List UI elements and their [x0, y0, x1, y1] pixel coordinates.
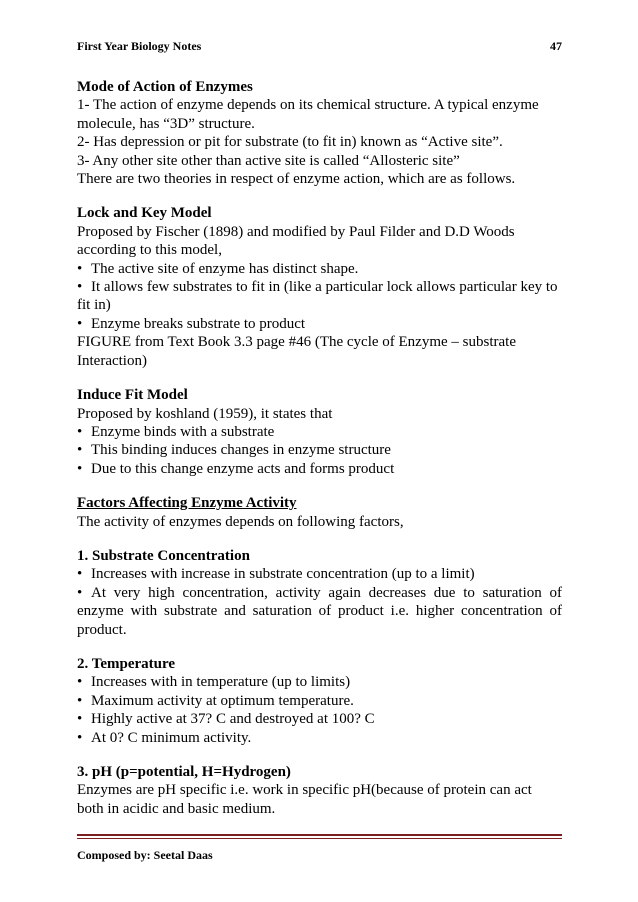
- section-heading: 3. pH (p=potential, H=Hydrogen): [77, 764, 291, 780]
- page-body: [77, 78, 562, 818]
- section-heading: Lock and Key Model: [77, 205, 212, 222]
- paragraph-line: 2- Has depression or pit for substrate (to fit in) known as “Active site”.: [77, 134, 503, 151]
- paragraph-line: The activity of enzymes depends on following factors,: [77, 513, 404, 530]
- paragraph-line: 3- Any other site other than active site is called “Allosteric site”: [77, 152, 460, 169]
- bullet-item: • At very high concentration, activity again decreases due to saturation of: [77, 584, 562, 602]
- figure-reference: Interaction): [77, 352, 147, 369]
- paragraph-line: both in acidic and basic medium.: [77, 800, 276, 817]
- footer-divider: [77, 838, 562, 839]
- page-footer: Composed by: Seetal Daas: [77, 848, 213, 862]
- bullet-continuation: product.: [77, 621, 127, 638]
- bullet-continuation: fit in): [77, 297, 111, 314]
- paragraph-line: 1- The action of enzyme depends on its chemical structure. A typical enzyme: [77, 97, 539, 114]
- paragraph-line: according to this model,: [77, 242, 222, 259]
- section-heading: Induce Fit Model: [77, 387, 188, 404]
- bullet-item: • Maximum activity at optimum temperature.: [77, 692, 562, 710]
- bullet-item: • The active site of enzyme has distinct shape.: [77, 260, 562, 278]
- paragraph-line: Proposed by Fischer (1898) and modified by Paul Filder and D.D Woods: [77, 223, 515, 240]
- figure-reference: FIGURE from Text Book 3.3 page #46 (The cycle of Enzyme – substrate: [77, 334, 516, 351]
- bullet-item: • Increases with increase in substrate concentration (up to a limit): [77, 565, 562, 583]
- page-number: 47: [550, 39, 562, 53]
- bullet-item: • Enzyme breaks substrate to product: [77, 315, 562, 333]
- section-heading: Mode of Action of Enzymes: [77, 79, 253, 95]
- bullet-continuation: enzyme with substrate and saturation of product i.e. higher concentration of: [77, 603, 562, 620]
- section-heading: 2. Temperature: [77, 655, 176, 672]
- bullet-item: • At 0? C minimum activity.: [77, 729, 562, 747]
- section-heading: 1. Substrate Concentration: [77, 547, 250, 564]
- header-title: First Year Biology Notes: [77, 39, 202, 53]
- footer-divider: [77, 834, 562, 836]
- bullet-item: • Enzyme binds with a substrate: [77, 423, 562, 441]
- bullet-item: • Increases with in temperature (up to limits): [77, 673, 562, 691]
- paragraph-line: Proposed by koshland (1959), it states that: [77, 405, 333, 422]
- page-header: [77, 39, 562, 54]
- bullet-item: • It allows few substrates to fit in (like a particular lock allows particular key to: [77, 278, 562, 296]
- bullet-item: • This binding induces changes in enzyme structure: [77, 441, 562, 459]
- bullet-item: • Highly active at 37? C and destroyed at 100? C: [77, 710, 562, 728]
- bullet-item: • Due to this change enzyme acts and forms product: [77, 460, 562, 478]
- section-heading: Factors Affecting Enzyme Activity: [77, 495, 297, 512]
- paragraph-line: molecule, has “3D” structure.: [77, 115, 255, 132]
- paragraph-line: There are two theories in respect of enzyme action, which are as follows.: [77, 171, 516, 188]
- paragraph-line: Enzymes are pH specific i.e. work in specific pH(because of protein can act: [77, 782, 532, 799]
